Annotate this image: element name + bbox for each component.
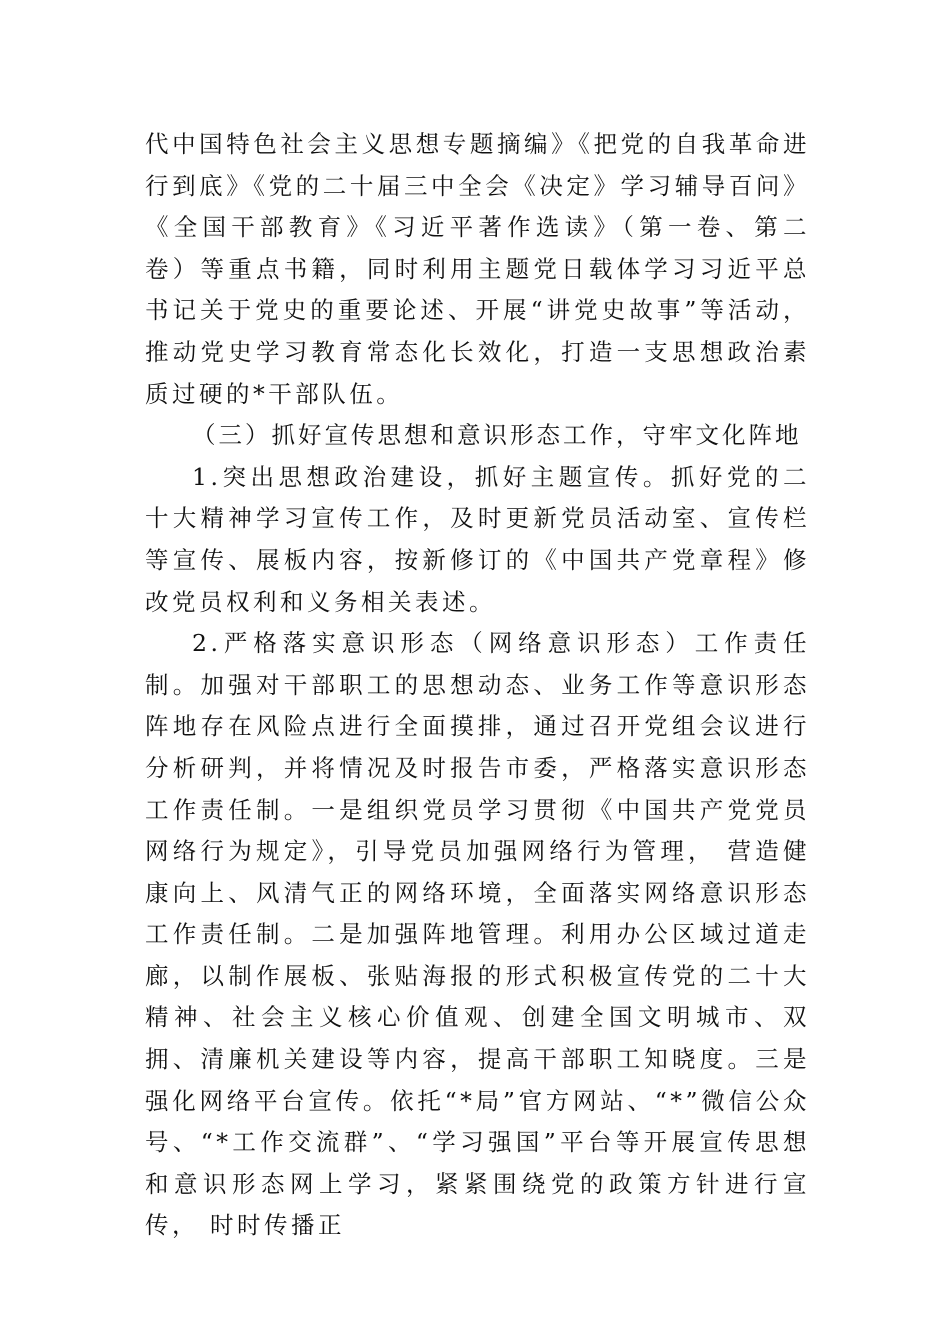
section-heading-3: （三）抓好宣传思想和意识形态工作，守牢文化阵地 xyxy=(192,421,802,450)
paragraph-continuation: 代中国特色社会主义思想专题摘编》《把党的自我革命进行到底》《党的二十届三中全会《决定》学习辅导百问》《全国干部教育》《习近平著作选读》（第一卷、第二卷）等重点书籍，同时利用主题党日载体学习习近平总书记关于党史的重要论述、开展“讲党史故事”等活动，推动党史学习教育常态化长效化，打造一支思想政治素质过硬的*干部队伍。 xyxy=(145,130,810,408)
paragraph-item-2: 2.严格落实意识形态（网络意识形态）工作责任制。加强对干部职工的思想动态、业务工作等意识形态阵地存在风险点进行全面摸排，通过召开党组会议进行分析研判，并将情况及时报告市委，严格落实意识形态工作责任制。一是组织党员学习贯彻《中国共产党党员网络行为规定》，引导党员加强网络行为管理， 营造健康向上、风清气正的网络环境，全面落实网络意识形态工作责任制。二是加强阵地管理。利用办公区域过道走廊，以制作展板、张贴海报的形式积极宣传党的二十大精神、社会主义核心价值观、创建全国文明城市、双拥、清廉机关建设等内容，提高干部职工知晓度。三是强化网络平台宣传。依托“*局”官方网站、“*”微信公众号、“*工作交流群”、“学习强国”平台等开展宣传思想和意识形态网上学习，紧紧围绕党的政策方针进行宣传， 时时传播正 xyxy=(145,629,810,1240)
paragraph-item-1: 1.突出思想政治建设，抓好主题宣传。抓好党的二十大精神学习宣传工作，及时更新党员活动室、宣传栏等宣传、展板内容，按新修订的《中国共产党章程》修改党员权利和义务相关表述。 xyxy=(145,462,810,616)
document-body xyxy=(145,124,810,1247)
